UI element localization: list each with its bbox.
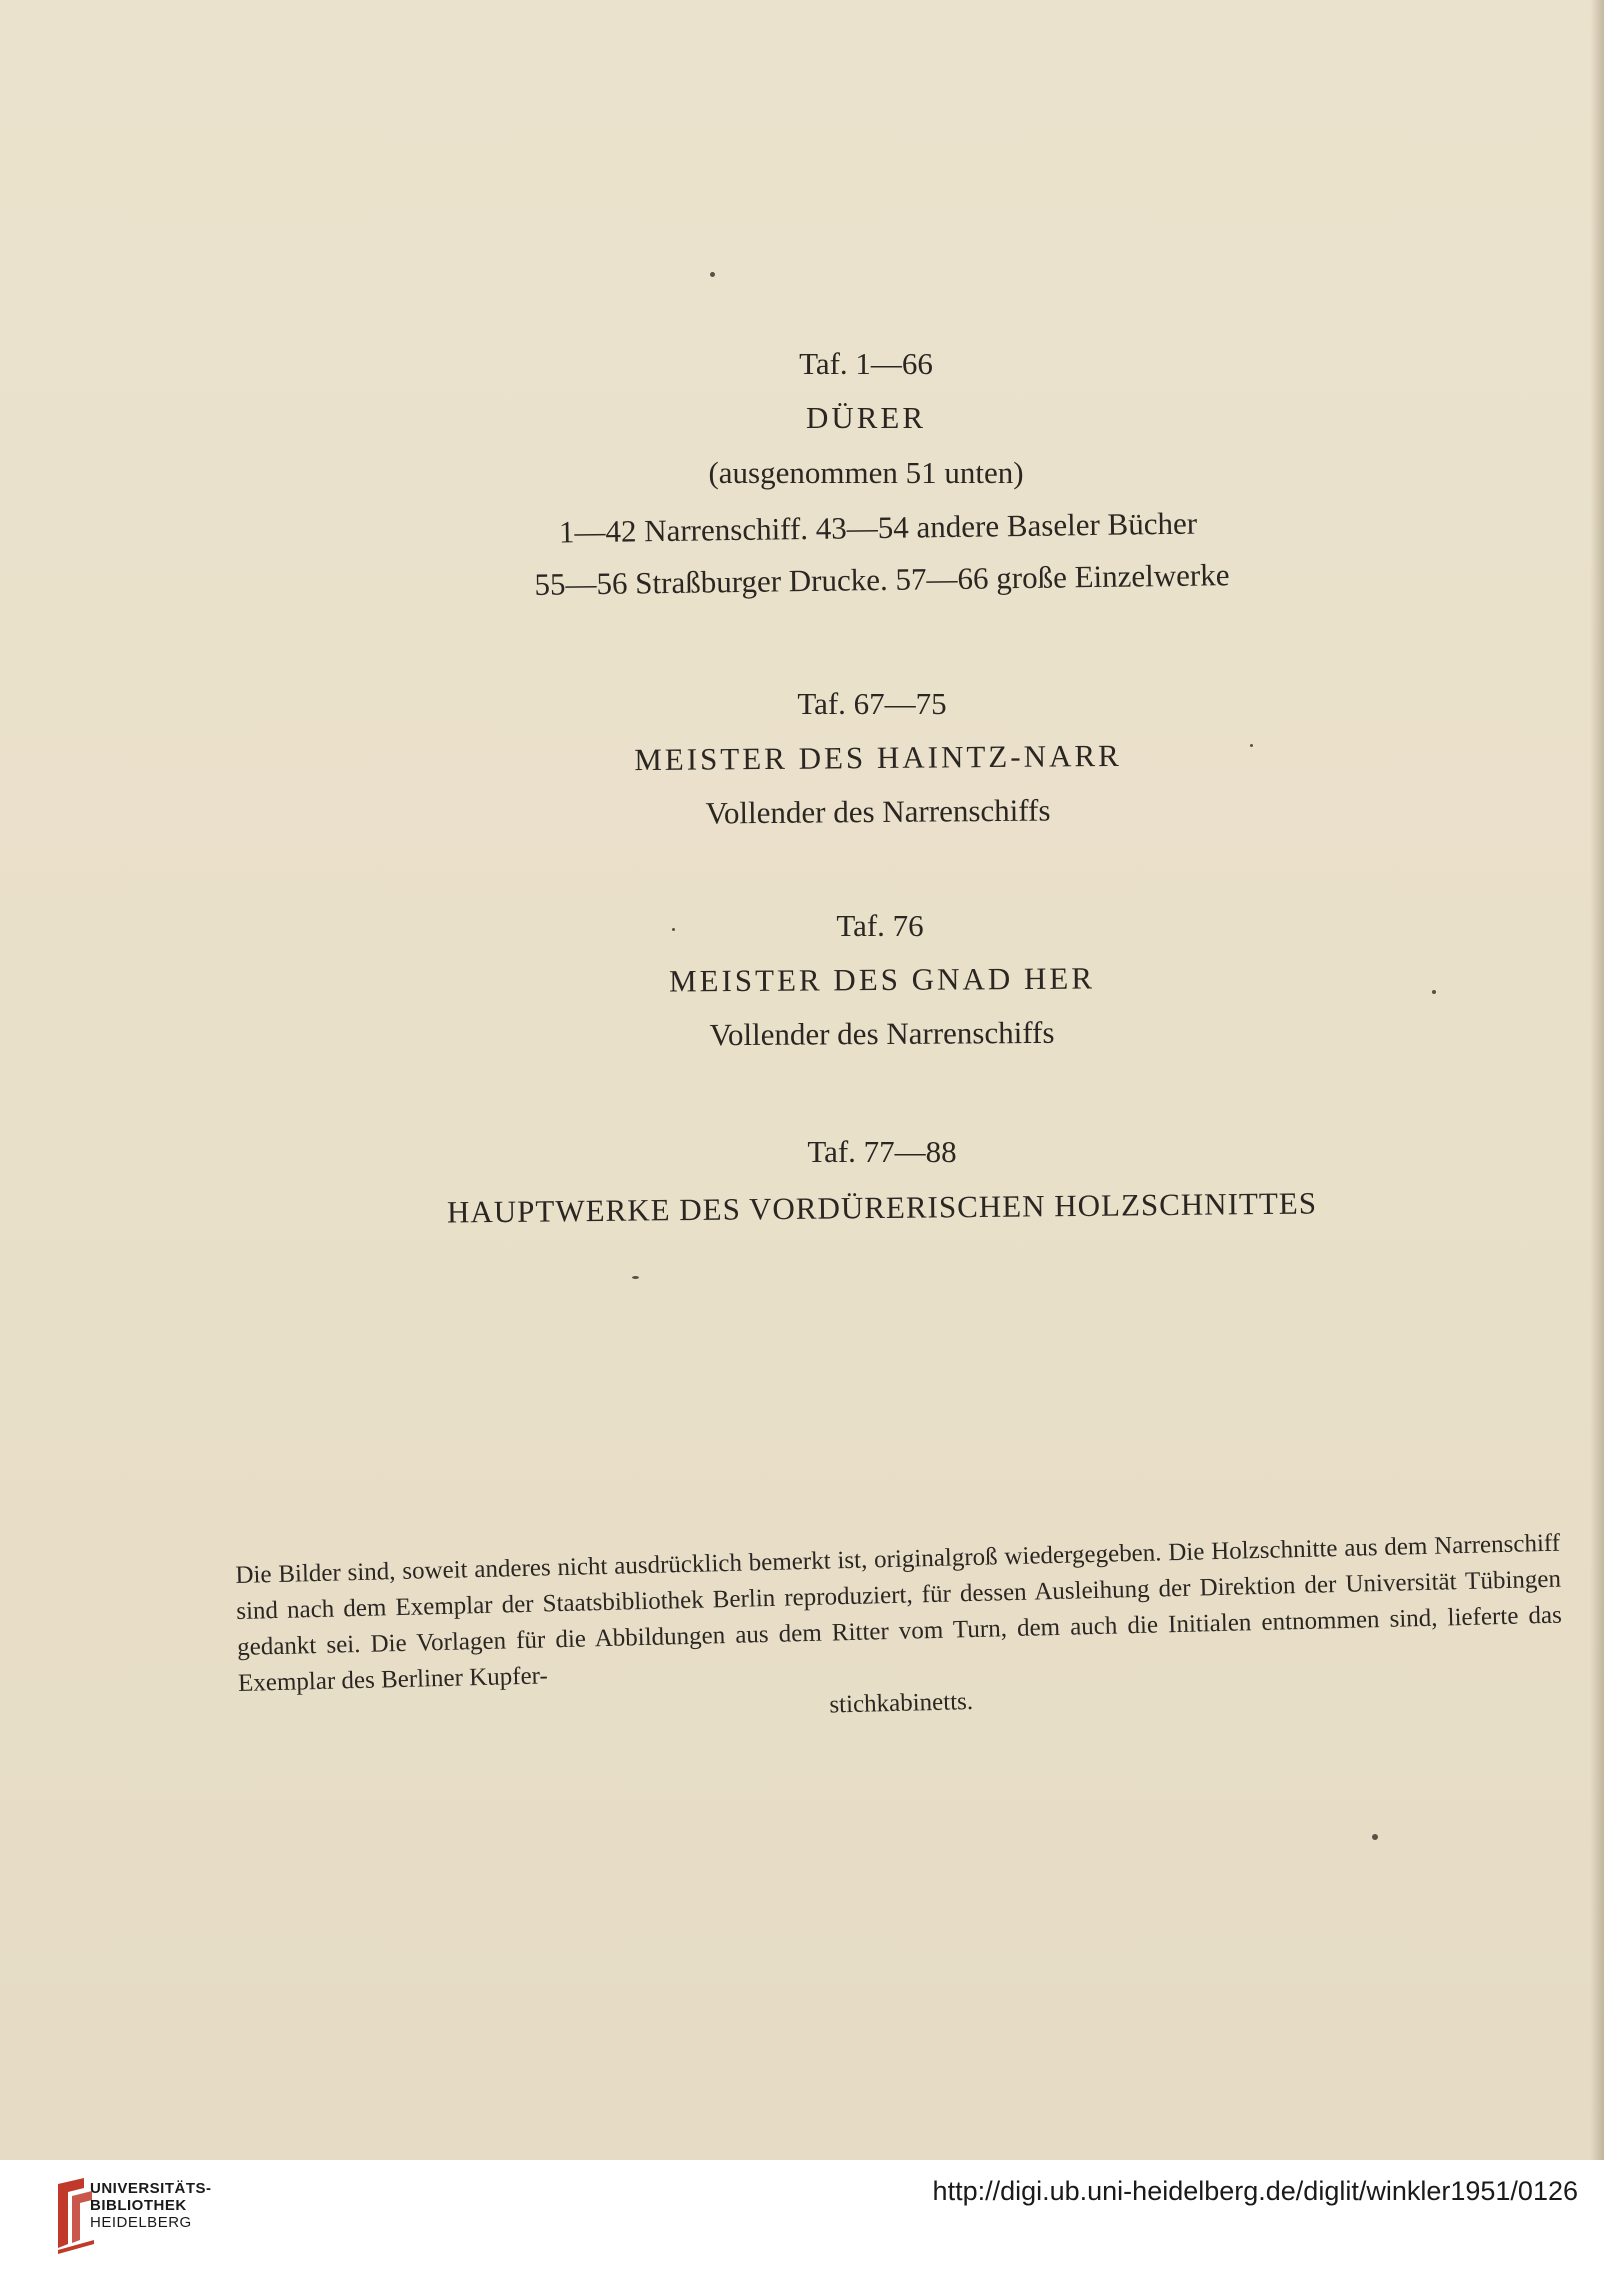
library-name-line-2: BIBLIOTHEK — [90, 2197, 187, 2214]
paper-speck — [672, 928, 675, 931]
library-name — [90, 2180, 212, 2231]
section-2-taf: Taf. 67—75 — [797, 686, 947, 721]
paper-speck — [1432, 990, 1436, 994]
library-name-line-1: UNIVERSITÄTS- — [90, 2180, 212, 2197]
section-2-line-1: Vollender des Narrenschiffs — [705, 792, 1051, 831]
paper-speck — [632, 1276, 639, 1279]
section-1-line-1: (ausgenommen 51 unten) — [708, 455, 1024, 490]
section-1-heading: DÜRER — [805, 400, 927, 435]
reproduction-note — [235, 1526, 1564, 1738]
page-edge-shadow — [1590, 0, 1604, 2160]
permalink-url[interactable]: http://digi.ub.uni-heidelberg.de/diglit/winkler1951/0126 — [932, 2176, 1578, 2206]
section-1-line-3: 55—56 Straßburger Drucke. 57—66 große Einzelwerke — [534, 557, 1230, 602]
section-1-taf: Taf. 1—66 — [799, 346, 933, 381]
library-name-line-3: HEIDELBERG — [90, 2214, 192, 2231]
paper-speck — [1372, 1834, 1378, 1840]
section-3-heading: MEISTER DES GNAD HER — [668, 960, 1096, 999]
library-footer — [0, 2160, 1604, 2274]
section-4-heading: HAUPTWERKE DES VORDÜRERISCHEN HOLZSCHNITTES — [446, 1185, 1318, 1230]
reproduction-note-end: stichkabinetts. — [829, 1688, 974, 1719]
paper-speck — [710, 272, 715, 277]
section-3-taf: Taf. 76 — [836, 908, 924, 943]
section-4-taf: Taf. 77—88 — [807, 1134, 957, 1169]
section-3-line-1: Vollender des Narrenschiffs — [709, 1014, 1055, 1053]
paper-speck — [1250, 744, 1253, 747]
section-1-line-2: 1—42 Narrenschiff. 43—54 andere Baseler Bücher — [558, 505, 1198, 550]
reproduction-note-body: Die Bilder sind, soweit anderes nicht ausdrücklich bemerkt ist, originalgroß wiedergegeben. Die Holzschnitte aus dem Narrenschiff sind nach dem Exemplar der Staatsbibliothek Berlin reproduziert, für dessen Ausleihung der Direktion der Universität Tübingen gedankt sei. Die Vorlagen für die Abbildungen aus dem Ritter vom Turn, dem auch die Initialen entnommen sind, lieferte das Exemplar des Berliner Kupfer- — [235, 1529, 1563, 1697]
section-2-heading: MEISTER DES HAINTZ-NARR — [634, 737, 1122, 778]
